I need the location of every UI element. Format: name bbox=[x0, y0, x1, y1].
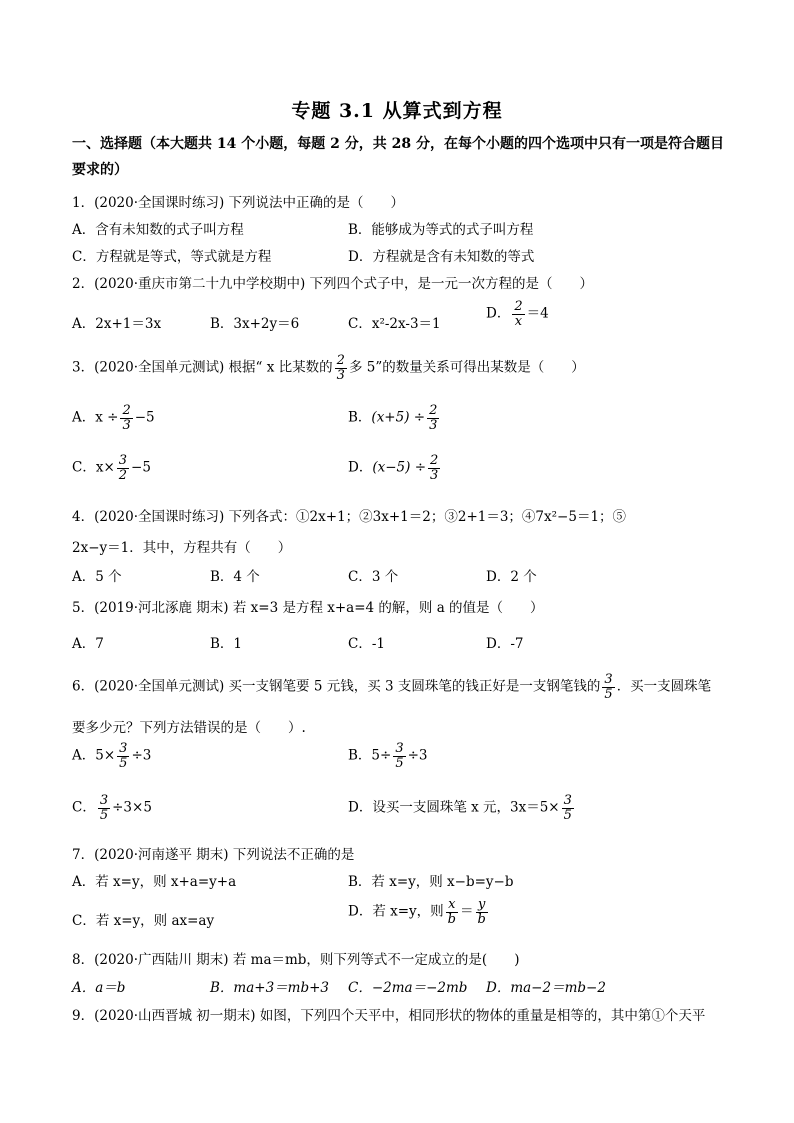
question-3-option-b bbox=[348, 404, 441, 432]
question-4-option-b: B．4 个 bbox=[210, 569, 260, 585]
option-b-suffix: ÷3 bbox=[407, 747, 428, 764]
question-7-option-d bbox=[348, 898, 490, 926]
option-c-suffix: ÷3×5 bbox=[112, 799, 152, 816]
option-d-prefix: D．若 x=y，则 bbox=[348, 903, 444, 920]
question-6-stem-fraction bbox=[602, 673, 614, 701]
question-3-option-d bbox=[348, 454, 442, 482]
option-d-fraction bbox=[428, 454, 440, 482]
question-4-option-c: C．3 个 bbox=[348, 569, 399, 585]
fraction-denominator: 3 bbox=[122, 417, 131, 433]
question-5-option-c: C．-1 bbox=[348, 636, 385, 652]
fraction-numerator: 3 bbox=[563, 793, 572, 808]
fraction-numerator: 3 bbox=[119, 741, 128, 756]
question-1-option-d: D．方程就是含有未知数的等式 bbox=[348, 249, 535, 265]
question-3-stem bbox=[72, 354, 585, 382]
question-6-stem-start: 6．(2020·全国单元测试) 买一支钢笔要 5 元钱，买 3 支圆珠笔的钱正好是一支钢笔钱的 bbox=[72, 678, 601, 695]
fraction-denominator: 5 bbox=[604, 686, 613, 702]
option-d-prefix: D． bbox=[348, 459, 373, 476]
option-d-left-fraction bbox=[446, 898, 458, 926]
question-4-option-d: D．2 个 bbox=[486, 569, 537, 585]
fraction-numerator: 3 bbox=[118, 453, 128, 468]
option-d-right-fraction bbox=[476, 898, 488, 926]
option-c-fraction bbox=[98, 794, 110, 822]
question-8-option-d: D．ma−2＝mb−2 bbox=[486, 980, 606, 996]
option-a-fraction bbox=[120, 404, 132, 432]
question-8-option-a: A．a＝b bbox=[72, 980, 126, 996]
page-title: 专题 3.1 从算式到方程 bbox=[291, 100, 503, 122]
option-b-fraction bbox=[427, 404, 439, 432]
question-2-option-d-label: D． bbox=[486, 305, 511, 322]
fraction-numerator: 3 bbox=[395, 741, 404, 756]
question-2-option-a: A．2x+1＝3x bbox=[72, 316, 162, 332]
question-7-option-a: A．若 x=y，则 x+a=y+a bbox=[72, 874, 237, 890]
question-4-stem: 4．(2020·全国课时练习) 下列各式：①2x+1；②3x+1＝2；③2+1＝3；④7x²−5＝1；⑤ bbox=[72, 509, 627, 525]
question-6-option-d bbox=[348, 794, 576, 822]
fraction-denominator: 3 bbox=[430, 467, 439, 483]
option-c-prefix: C．x× bbox=[72, 459, 115, 476]
fraction-denominator: 5 bbox=[119, 755, 128, 771]
question-8-option-c: C．−2ma＝−2mb bbox=[348, 980, 468, 996]
fraction-denominator: b bbox=[447, 911, 456, 927]
fraction-numerator: 3 bbox=[99, 793, 109, 808]
question-1-stem: 1．(2020·全国课时练习) 下列说法中正确的是（ ） bbox=[72, 195, 405, 211]
question-6-option-b bbox=[348, 742, 428, 770]
question-8-stem: 8．(2020·广西陆川 期末) 若 ma＝mb，则下列等式不一定成立的是( ) bbox=[72, 952, 520, 968]
question-3-option-a bbox=[72, 404, 155, 432]
fraction-numerator: 2 bbox=[429, 403, 438, 418]
fraction-denominator: 3 bbox=[429, 417, 438, 433]
option-d-fraction bbox=[562, 794, 574, 822]
question-3-option-c bbox=[72, 454, 151, 482]
question-4-stem-continued: 2x−y＝1．其中，方程共有（ ） bbox=[72, 540, 292, 556]
question-6-stem-end: ．买一支圆珠笔 bbox=[616, 678, 712, 695]
question-6-option-c bbox=[72, 794, 152, 822]
question-4-option-a: A．5 个 bbox=[72, 569, 122, 585]
option-d-prefix: D．设买一支圆珠笔 x 元，3x＝5× bbox=[348, 799, 560, 816]
fraction-denominator: 3 bbox=[336, 367, 345, 383]
question-6-option-a bbox=[72, 742, 151, 770]
section-heading: 一、选择题（本大题共 14 个小题，每题 2 分，共 28 分，在每个小题的四个选项中只有一项是符合题目要求的） bbox=[72, 136, 724, 178]
fraction-denominator: 2 bbox=[118, 467, 128, 483]
question-1-option-c: C．方程就是等式，等式就是方程 bbox=[72, 249, 272, 265]
fraction-numerator: 2 bbox=[336, 353, 345, 368]
option-a-suffix: ÷3 bbox=[131, 747, 152, 764]
question-2-option-d-suffix: ＝4 bbox=[526, 305, 549, 322]
option-a-suffix: −5 bbox=[134, 409, 155, 426]
question-2-option-d bbox=[486, 300, 549, 328]
option-c-suffix: −5 bbox=[131, 459, 151, 476]
question-5-option-b: B．1 bbox=[210, 636, 243, 652]
question-5-option-a: A．7 bbox=[72, 636, 104, 652]
fraction-numerator: 2 bbox=[514, 299, 523, 314]
question-2-option-d-fraction bbox=[512, 300, 524, 328]
fraction-numerator: 2 bbox=[430, 453, 439, 468]
option-b-prefix: B． bbox=[348, 409, 372, 426]
fraction-denominator: b bbox=[477, 911, 486, 927]
question-3-stem-end: 多 5”的数量关系可得出某数是（ ） bbox=[348, 359, 585, 376]
question-1-option-b: B．能够成为等式的式子叫方程 bbox=[348, 222, 534, 238]
option-a-prefix: A．x ÷ bbox=[72, 409, 119, 426]
fraction-denominator: 5 bbox=[395, 755, 404, 771]
question-2-stem: 2．(2020·重庆市第二十九中学校期中) 下列四个式子中，是一元一次方程的是（ ） bbox=[72, 276, 594, 292]
question-1-option-a: A．含有未知数的式子叫方程 bbox=[72, 222, 244, 238]
option-b-expression: (x+5) bbox=[371, 409, 410, 426]
fraction-numerator: 2 bbox=[122, 403, 131, 418]
option-c-fraction bbox=[117, 454, 129, 482]
question-2-option-c: C．x²-2x-3＝1 bbox=[348, 316, 441, 332]
fraction-numerator: y bbox=[476, 898, 488, 913]
fraction-denominator: x bbox=[514, 313, 523, 329]
option-b-fraction bbox=[393, 742, 405, 770]
question-3-stem-start: 3．(2020·全国单元测试) 根据“ x 比某数的 bbox=[72, 359, 333, 376]
option-d-operator: ÷ bbox=[414, 459, 426, 476]
fraction-denominator: 5 bbox=[563, 807, 572, 823]
option-a-prefix: A．5× bbox=[72, 747, 116, 764]
question-2-option-b: B．3x+2y＝6 bbox=[210, 316, 300, 332]
question-5-stem: 5．(2019·河北涿鹿 期末) 若 x=3 是方程 x+a=4 的解，则 a 的值是（ ） bbox=[72, 600, 544, 616]
option-c-prefix: C． bbox=[72, 799, 96, 816]
question-5-option-d: D．-7 bbox=[486, 636, 524, 652]
fraction-denominator: 5 bbox=[99, 807, 109, 823]
question-7-stem: 7．(2020·河南遂平 期末) 下列说法不正确的是 bbox=[72, 847, 355, 863]
option-b-prefix: B．5÷ bbox=[348, 747, 392, 764]
question-6-stem bbox=[72, 673, 711, 701]
option-d-expression: (x−5) bbox=[372, 459, 411, 476]
fraction-numerator: x bbox=[446, 898, 458, 913]
question-9-stem: 9．(2020·山西晋城 初一期末) 如图，下列四个天平中，相同形状的物体的重量是相等的，其中第①个天平 bbox=[72, 1008, 706, 1024]
question-6-stem-continued: 要多少元？下列方法错误的是（ ）. bbox=[72, 720, 306, 736]
question-7-option-c: C．若 x=y，则 ax=ay bbox=[72, 913, 215, 929]
fraction-numerator: 3 bbox=[604, 672, 613, 687]
question-7-option-b: B．若 x=y，则 x−b=y−b bbox=[348, 874, 514, 890]
question-8-option-b: B．ma+3＝mb+3 bbox=[210, 980, 330, 996]
option-d-equals: ＝ bbox=[460, 903, 474, 920]
option-a-fraction bbox=[117, 742, 129, 770]
question-3-stem-fraction bbox=[335, 354, 347, 382]
option-b-operator: ÷ bbox=[413, 409, 426, 426]
